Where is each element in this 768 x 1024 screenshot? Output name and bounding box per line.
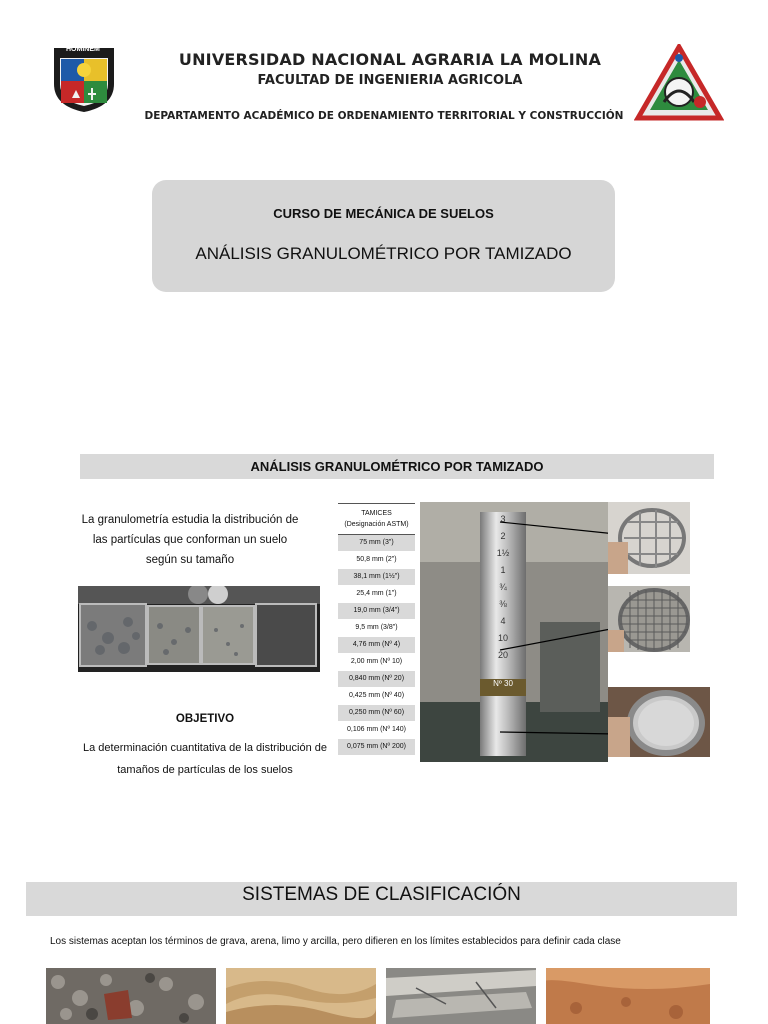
faculty-emblem-icon: [634, 44, 724, 124]
sieve-label: 1½: [496, 548, 510, 558]
sieve-row: 0,075 mm (Nº 200): [338, 739, 415, 756]
sieve-row: 0,425 mm (Nº 40): [338, 688, 415, 705]
gravel-photo: [46, 968, 216, 1024]
classification-text: Los sistemas aceptan los términos de grava, arena, limo y arcilla, pero difieren en los límites establecidos para definir cada clase: [50, 936, 621, 947]
intro-line: según su tamaño: [145, 554, 235, 566]
sieve-label: Nº 30: [480, 679, 526, 696]
sieve-row: 19,0 mm (3/4"): [338, 603, 415, 620]
sieve-label: 2: [500, 531, 506, 541]
sand-photo: [226, 968, 376, 1024]
sieve-row: 75 mm (3"): [338, 535, 415, 552]
callout-lines: [420, 500, 620, 750]
university-shield-icon: [52, 44, 116, 114]
sieve-row: 9,5 mm (3/8"): [338, 620, 415, 637]
sieve-row: 0,106 mm (Nº 140): [338, 722, 415, 739]
course-title-box: [152, 180, 615, 292]
sieve-label: ¾: [499, 582, 507, 592]
sieve-label: ⅜: [499, 599, 507, 609]
soil-trays-photo: [78, 586, 320, 672]
university-logo: [52, 44, 116, 114]
coarse-sieve-detail-photo: [608, 502, 690, 574]
sieve-label: 10: [497, 633, 508, 643]
sieve-label: 1: [500, 565, 506, 575]
clay-photo: [546, 968, 710, 1024]
sieve-table: [338, 503, 415, 756]
sieve-row: 4,76 mm (Nº 4): [338, 637, 415, 654]
objective-line: La determinación cuantitativa de la distribución de: [83, 742, 327, 754]
sieve-row: 25,4 mm (1"): [338, 586, 415, 603]
sieve-row: 2,00 mm (Nº 10): [338, 654, 415, 671]
fine-sieve-detail-photo: [608, 687, 710, 757]
sieve-row: 50,8 mm (2"): [338, 552, 415, 569]
sieve-row: 0,840 mm (Nº 20): [338, 671, 415, 688]
objective-line: tamaños de partículas de los suelos: [117, 764, 293, 776]
objective-heading: OBJETIVO: [175, 713, 235, 725]
course-subtitle: CURSO DE MECÁNICA DE SUELOS: [273, 206, 494, 221]
course-title: ANÁLISIS GRANULOMÉTRICO POR TAMIZADO: [195, 244, 572, 263]
section-title-classification: SISTEMAS DE CLASIFICACIÓN: [242, 884, 521, 905]
sieve-table-header: [338, 503, 415, 535]
sieve-label: 3: [500, 514, 506, 524]
sieve-table-header-line: TAMICES: [361, 510, 392, 517]
faculty-name: FACULTAD DE INGENIERIA AGRICOLA: [257, 73, 523, 88]
university-name: UNIVERSIDAD NACIONAL AGRARIA LA MOLINA: [178, 50, 602, 69]
intro-line: las partículas que conforman un suelo: [92, 534, 288, 546]
logo-motto-top: HOMINEM: [66, 46, 100, 53]
objective-text: [80, 737, 330, 781]
intro-line: La granulometría estudia la distribución de: [81, 514, 299, 526]
sieve-label: 20: [497, 650, 508, 660]
sieve-row: 0,250 mm (Nº 60): [338, 705, 415, 722]
sieve-row: 38,1 mm (1½"): [338, 569, 415, 586]
section-title-granulometric: ANÁLISIS GRANULOMÉTRICO POR TAMIZADO: [250, 459, 544, 474]
department-name: DEPARTAMENTO ACADÉMICO DE ORDENAMIENTO TERRITORIAL Y CONSTRUCCIÓN: [144, 110, 624, 122]
intro-text: [80, 510, 300, 570]
silt-photo: [386, 968, 536, 1024]
medium-sieve-detail-photo: [608, 586, 690, 652]
faculty-logo: [634, 44, 724, 124]
sieve-table-header-line: (Designación ASTM): [344, 521, 409, 528]
sieve-label: 4: [500, 616, 506, 626]
